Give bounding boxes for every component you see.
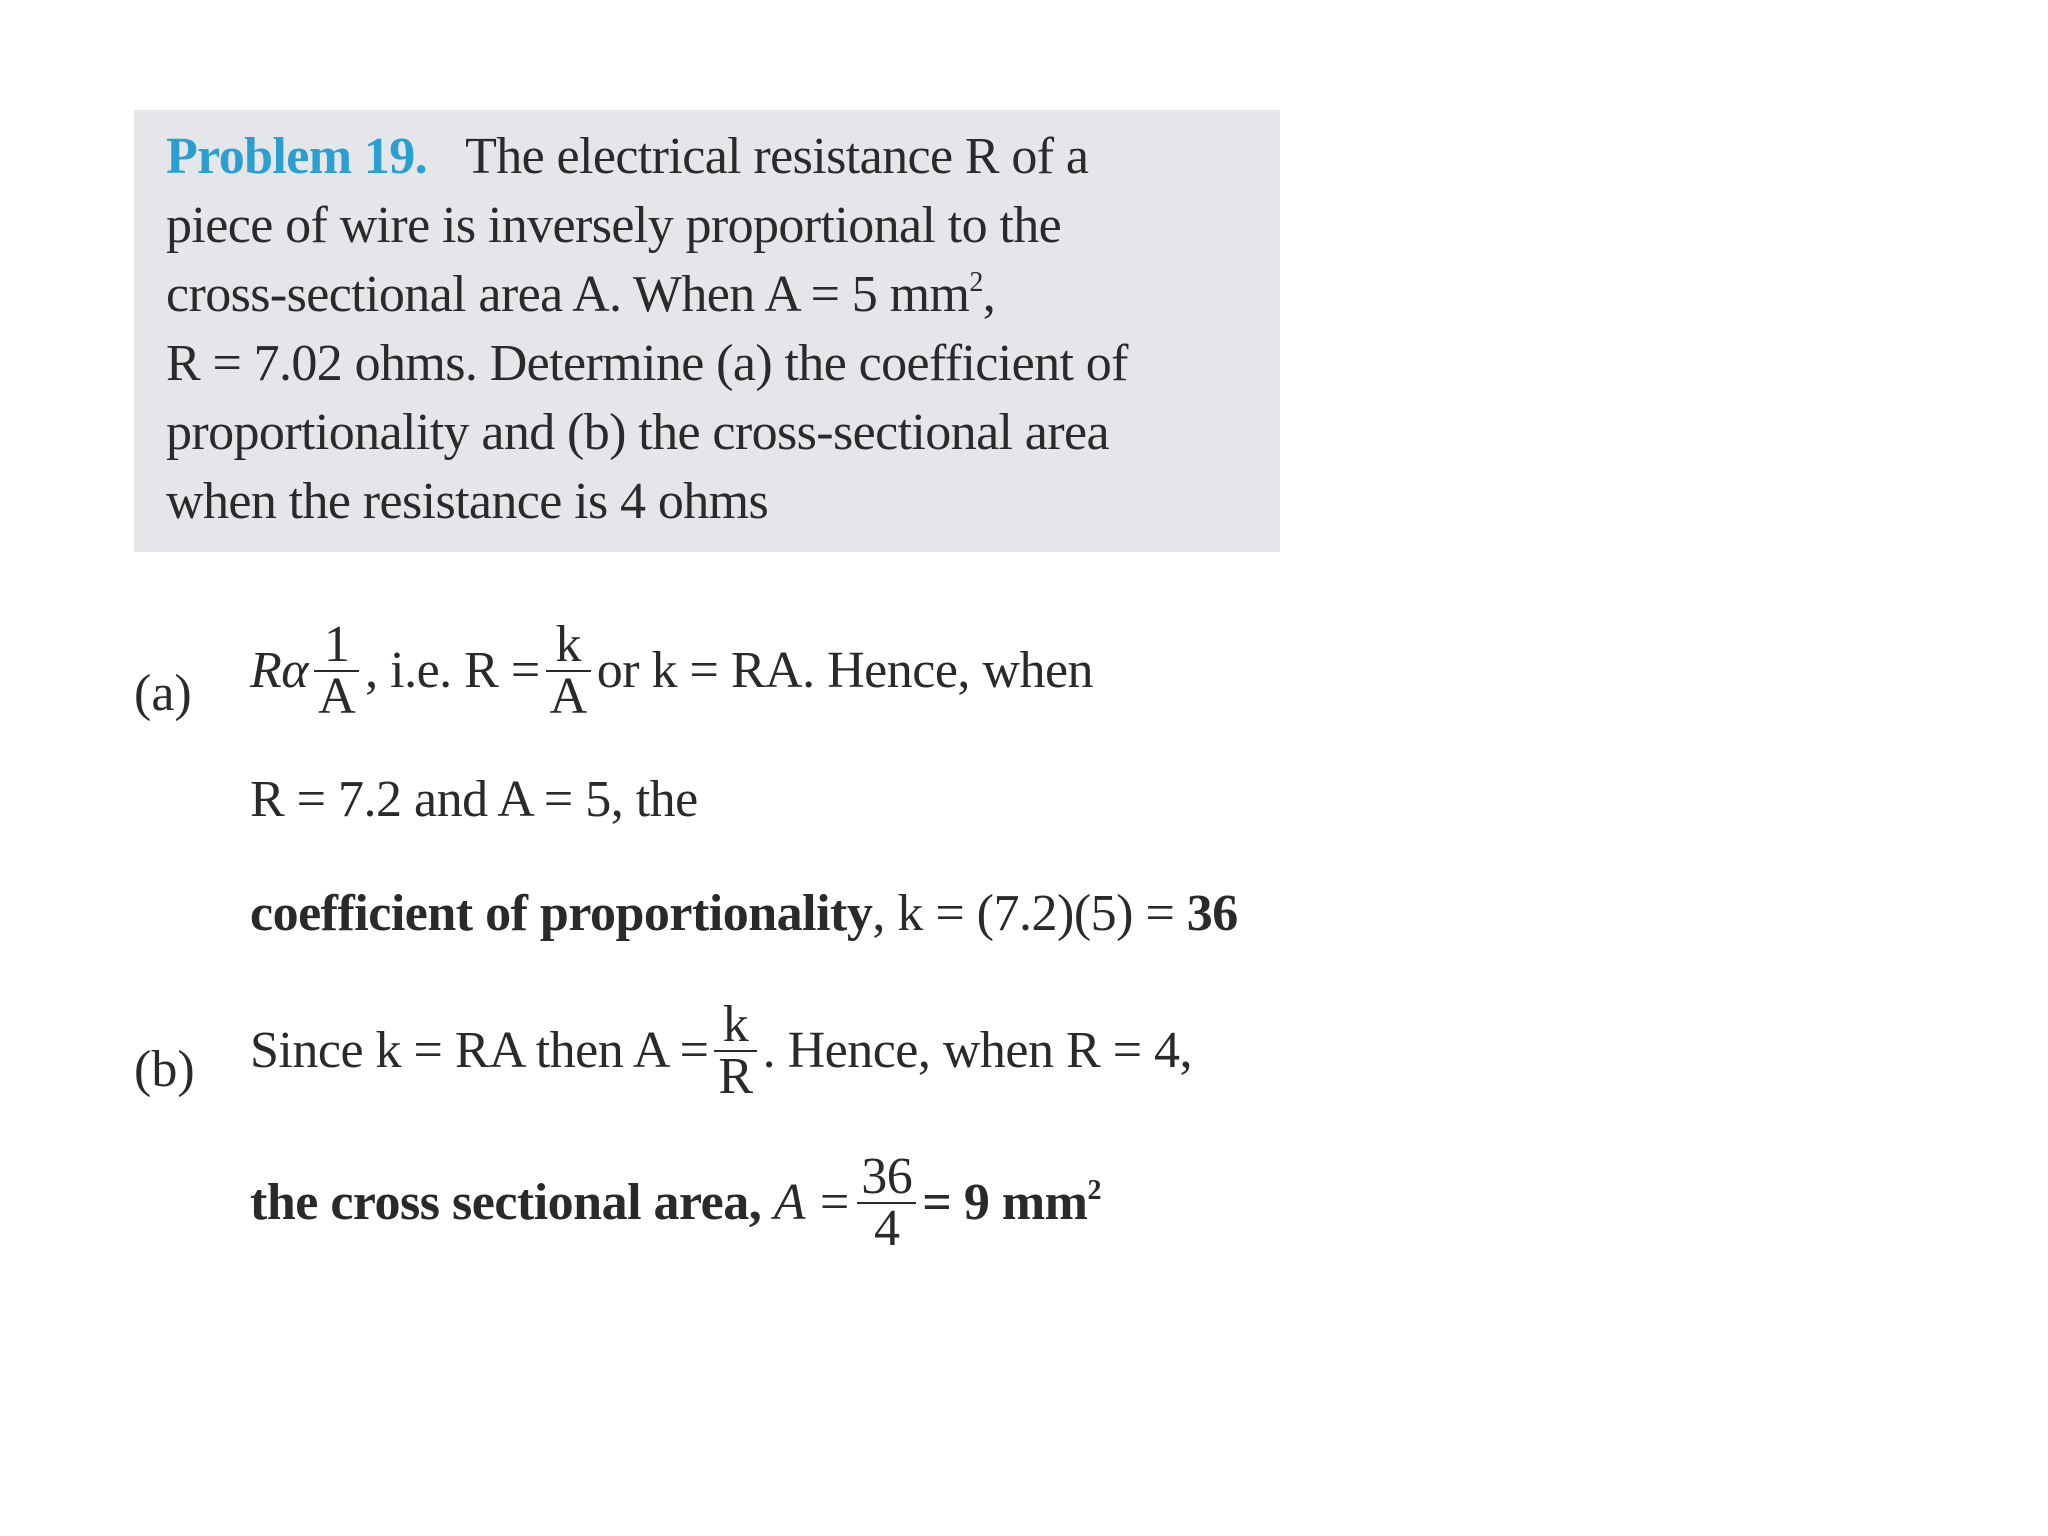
frac-numerator: 36 (861, 1148, 913, 1205)
problem-line-3 (166, 260, 1250, 329)
problem-text-3-end: , (982, 266, 996, 323)
frac-denominator: A (314, 670, 359, 722)
problem-line-2: piece of wire is inversely proportional to the (166, 197, 1062, 254)
frac-denominator: A (546, 670, 591, 722)
frac-denominator: R (714, 1050, 756, 1102)
fraction-k-over-r (714, 996, 756, 1105)
frac-numerator: 1 (323, 616, 350, 673)
part-a-eq1-mid: , i.e. R = (365, 641, 540, 699)
problem-label: Problem 19. (166, 128, 428, 185)
frac-denominator: 4 (857, 1202, 916, 1254)
fraction-1-over-a (314, 616, 359, 725)
part-a-result (250, 884, 1238, 943)
part-a-result-label: coefficient of proportionality (250, 885, 873, 942)
problem-superscript: 2 (969, 266, 983, 298)
problem-text-1: The electrical resistance R of a (465, 128, 1089, 185)
part-a-equation-line (250, 616, 1094, 726)
problem-line-4: R = 7.02 ohms. Determine (a) the coefficient of (166, 335, 1128, 392)
problem-line-5: proportionality and (b) the cross-sectional area (166, 404, 1109, 461)
part-b-result (250, 1148, 1101, 1258)
part-a-eq1-post: or k = RA. Hence, when (596, 641, 1094, 699)
problem-text-3: cross-sectional area A. When A = 5 mm (166, 266, 970, 323)
part-a-result-expression: , k = (7.2)(5) = (872, 885, 1187, 942)
problem-line-6: when the resistance is 4 ohms (166, 473, 769, 530)
part-a-result-value: 36 (1186, 885, 1238, 942)
fraction-36-over-4 (857, 1148, 916, 1257)
part-b-marker: (b) (134, 1041, 195, 1098)
frac-numerator: k (555, 616, 581, 673)
part-a-eq1-pre: Rα (250, 641, 309, 699)
part-a-line-2: R = 7.2 and A = 5, the (250, 771, 698, 828)
part-b-result-label: the cross sectional area, (250, 1173, 774, 1231)
part-b-result-value: = 9 mm (922, 1173, 1088, 1231)
part-b-equation-line (250, 996, 1193, 1106)
part-b-result-superscript: 2 (1087, 1174, 1101, 1206)
part-b-result-var: A = (773, 1173, 852, 1231)
frac-numerator: k (722, 996, 749, 1053)
part-a-marker: (a) (134, 665, 192, 722)
problem-statement-box (134, 110, 1280, 552)
fraction-k-over-a (546, 616, 591, 725)
part-b-line1-pre: Since k = RA then A = (250, 1021, 709, 1079)
part-b-line1-post: . Hence, when R = 4, (762, 1021, 1193, 1079)
problem-line-1 (166, 122, 1250, 191)
